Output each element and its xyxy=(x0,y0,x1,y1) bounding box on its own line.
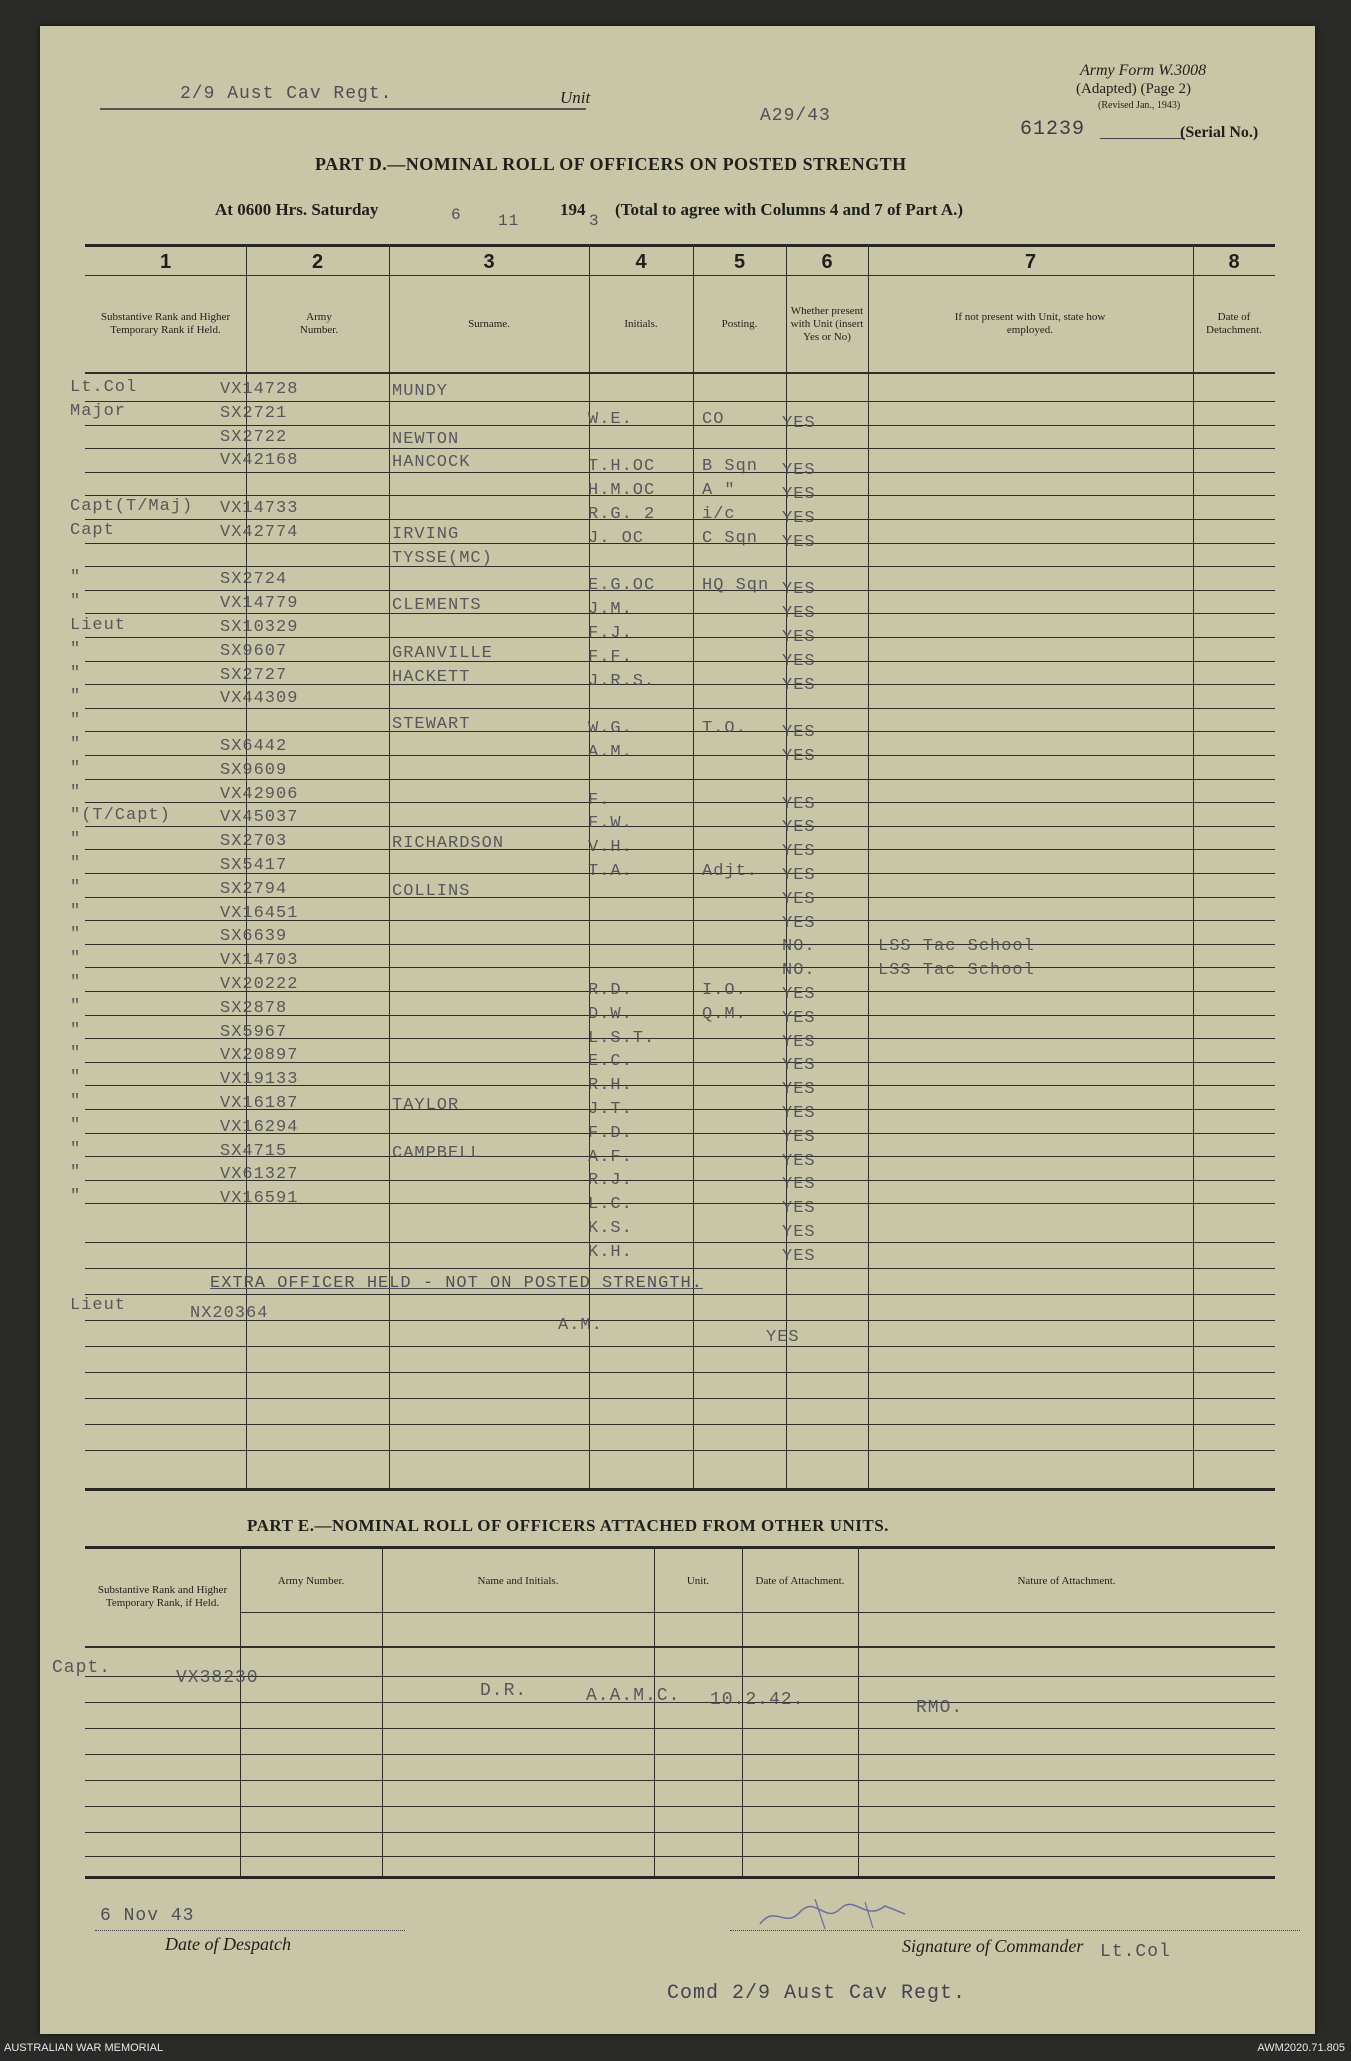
row-initials: A.F. xyxy=(588,1148,633,1167)
form-page xyxy=(40,26,1315,2034)
row-posting: i/c xyxy=(702,505,736,524)
e-number: VX38230 xyxy=(176,1668,259,1688)
row-present: YES xyxy=(782,1128,816,1147)
part-d-ruled-line xyxy=(85,1372,1275,1373)
row-number: SX5967 xyxy=(220,1023,288,1042)
row-initials: E.G.OC xyxy=(588,576,656,595)
e-date: 10.2.42. xyxy=(710,1690,805,1710)
part-e-top-rule xyxy=(85,1546,1275,1549)
row-posting: A " xyxy=(702,481,736,500)
part-d-ruled-line xyxy=(85,1450,1275,1451)
col-number-2: 2 xyxy=(311,251,324,273)
row-number: VX42168 xyxy=(220,451,299,470)
row-number: VX16294 xyxy=(220,1118,299,1137)
part-d-ruled-line xyxy=(85,613,1275,614)
row-initials: H.M.OC xyxy=(588,481,656,500)
part-e-ruled-line xyxy=(85,1806,1275,1807)
row-present: YES xyxy=(782,1033,816,1052)
serial-value: 61239 xyxy=(1020,118,1086,141)
part-d-ruled-line xyxy=(85,1294,1275,1295)
row-number: SX5417 xyxy=(220,856,288,875)
part-d-title: PART D.—NOMINAL ROLL OF OFFICERS ON POSTED STRENGTH xyxy=(315,154,907,174)
row-present: YES xyxy=(782,1223,816,1242)
row-number: VX61327 xyxy=(220,1165,299,1184)
row-number: SX10329 xyxy=(220,618,299,637)
row-number: SX2722 xyxy=(220,428,288,447)
row-rank: " xyxy=(70,711,82,730)
row-initials: K.H. xyxy=(588,1243,633,1262)
row-rank: " xyxy=(70,640,82,659)
part-d-ruled-line xyxy=(85,448,1275,449)
row-initials: E.C. xyxy=(588,1052,633,1071)
part-d-ruled-line xyxy=(85,1346,1275,1347)
row-present: YES xyxy=(782,1152,816,1171)
row-rank: Lt.Col xyxy=(70,378,138,397)
row-present: NO. xyxy=(782,961,816,980)
despatch-value: 6 Nov 43 xyxy=(100,1906,195,1926)
row-number: VX16591 xyxy=(220,1189,299,1208)
row-surname: TAYLOR xyxy=(392,1096,460,1115)
col-header-rank: Substantive Rank and Higher Temporary Rank if Held. xyxy=(100,311,231,336)
row-number: SX4715 xyxy=(220,1142,288,1161)
row-number: VX42906 xyxy=(220,785,299,804)
row-rank: " xyxy=(70,664,82,683)
row-rank: "(T/Capt) xyxy=(70,806,171,825)
part-d-ruled-line xyxy=(85,495,1275,496)
row-posting: T.O. xyxy=(702,719,747,738)
row-present: YES xyxy=(782,604,816,623)
row-present: YES xyxy=(782,985,816,1004)
part-d-ruled-line xyxy=(85,1398,1275,1399)
row-initials: L.C. xyxy=(588,1195,633,1214)
row-initials: F. xyxy=(588,791,611,810)
col-divider-7 xyxy=(1193,244,1194,1490)
row-rank: " xyxy=(70,997,82,1016)
row-rank: " xyxy=(70,1044,82,1063)
col-number-6: 6 xyxy=(821,251,833,273)
serial-label: (Serial No.) xyxy=(1180,124,1259,141)
row-posting: Q.M. xyxy=(702,1005,747,1024)
row-surname: IRVING xyxy=(392,525,460,544)
col-header-employed: If not present with Unit, state how employed. xyxy=(954,311,1106,336)
row-rank: " xyxy=(70,759,82,778)
row-rank: " xyxy=(70,687,82,706)
col-number-7: 7 xyxy=(1024,251,1037,273)
extra-initials: A.M. xyxy=(558,1316,603,1335)
row-present: YES xyxy=(782,414,816,433)
row-surname: COLLINS xyxy=(392,882,471,901)
unit-underline xyxy=(100,108,586,110)
row-rank: " xyxy=(70,1187,82,1206)
row-present: YES xyxy=(782,1009,816,1028)
row-initials: F.D. xyxy=(588,1124,633,1143)
row-initials: R.G. 2 xyxy=(588,505,656,524)
row-number: VX19133 xyxy=(220,1070,299,1089)
col-header-detachment: Date of Detachment. xyxy=(1206,311,1262,336)
part-e-ruled-line xyxy=(85,1780,1275,1781)
row-number: SX9609 xyxy=(220,761,288,780)
part-d-top-rule xyxy=(85,244,1275,247)
row-number: SX2794 xyxy=(220,880,288,899)
row-rank: Lieut xyxy=(70,616,127,635)
row-number: VX45037 xyxy=(220,808,299,827)
total-note: (Total to agree with Columns 4 and 7 of Part A.) xyxy=(615,200,964,219)
part-d-ruled-line xyxy=(85,1242,1275,1243)
credit-left: AUSTRALIAN WAR MEMORIAL xyxy=(4,2042,164,2054)
row-rank: " xyxy=(70,1021,82,1040)
col-number-1: 1 xyxy=(159,251,172,273)
row-surname: STEWART xyxy=(392,715,471,734)
row-present: YES xyxy=(782,652,816,671)
commander-signature xyxy=(755,1894,915,1934)
row-initials: F.J. xyxy=(588,624,633,643)
row-initials: T.H.OC xyxy=(588,457,656,476)
row-rank: " xyxy=(70,1163,82,1182)
row-number: VX14703 xyxy=(220,951,299,970)
signature-label: Signature of Commander xyxy=(902,1936,1084,1956)
credit-right: AWM2020.71.805 xyxy=(1257,2042,1345,2054)
row-rank: " xyxy=(70,830,82,849)
part-e-header-rule xyxy=(85,1646,1275,1648)
part-d-ruled-line xyxy=(85,1268,1275,1269)
part-e-bottom-rule xyxy=(85,1876,1275,1879)
row-present: YES xyxy=(782,818,816,837)
row-present: YES xyxy=(782,1175,816,1194)
row-rank: " xyxy=(70,949,82,968)
row-number: VX14728 xyxy=(220,380,299,399)
col-divider-6 xyxy=(868,244,869,1490)
extra-present: YES xyxy=(766,1328,800,1347)
part-e-ruled-line xyxy=(85,1676,1275,1677)
row-rank: Major xyxy=(70,402,127,421)
row-initials: A.M. xyxy=(588,743,633,762)
form-name: Army Form W.3008 xyxy=(1080,62,1207,79)
row-number: VX42774 xyxy=(220,523,299,542)
row-posting: CO xyxy=(702,410,725,429)
row-rank: " xyxy=(70,592,82,611)
row-present: YES xyxy=(782,890,816,909)
row-rank: " xyxy=(70,925,82,944)
date-year: 194 xyxy=(560,200,586,219)
part-d-bottom-rule xyxy=(85,1488,1275,1491)
row-number: VX16451 xyxy=(220,904,299,923)
row-number: SX2727 xyxy=(220,666,288,685)
row-present: YES xyxy=(782,1056,816,1075)
e-header-name: Name and Initials. xyxy=(477,1574,559,1587)
row-initials: J.T. xyxy=(588,1100,633,1119)
row-number: VX44309 xyxy=(220,689,299,708)
row-initials: F.W. xyxy=(588,814,633,833)
e-unit: A.A.M.C. xyxy=(586,1686,681,1706)
row-initials: W.G. xyxy=(588,719,633,738)
row-surname: CAMPBELL xyxy=(392,1144,482,1163)
part-d-ruled-line xyxy=(85,731,1275,732)
row-present: YES xyxy=(782,747,816,766)
row-employed: LSS Tac School xyxy=(878,937,1035,956)
col-number-5: 5 xyxy=(733,251,746,273)
part-e-ruled-line xyxy=(85,1856,1275,1857)
e-header-nature: Nature of Attachment. xyxy=(1017,1574,1116,1587)
row-surname: NEWTON xyxy=(392,430,460,449)
row-present: YES xyxy=(782,1199,816,1218)
row-rank: " xyxy=(70,878,82,897)
despatch-underline xyxy=(95,1930,405,1932)
row-rank: " xyxy=(70,973,82,992)
col-header-posting: Posting. xyxy=(721,317,758,330)
rank-suffix: Lt.Col xyxy=(1100,1942,1171,1962)
col-header-surname: Surname. xyxy=(468,317,510,330)
row-initials: W.E. xyxy=(588,410,633,429)
col-number-3: 3 xyxy=(483,251,495,273)
e-nature: RMO. xyxy=(916,1698,964,1718)
row-present: YES xyxy=(782,509,816,528)
row-rank: Capt(T/Maj) xyxy=(70,497,194,516)
e-header-unit: Unit. xyxy=(686,1574,710,1587)
row-initials: D.W. xyxy=(588,1005,633,1024)
row-posting: B Sqn xyxy=(702,457,759,476)
date-day: 6 xyxy=(451,206,462,224)
row-surname: MUNDY xyxy=(392,382,449,401)
part-e-ruled-line xyxy=(240,1612,1275,1613)
row-present: YES xyxy=(782,628,816,647)
row-present: YES xyxy=(782,676,816,695)
row-number: VX20222 xyxy=(220,975,299,994)
row-surname: TYSSE(MC) xyxy=(392,549,493,568)
row-initials: F.F. xyxy=(588,648,633,667)
part-d-ruled-line xyxy=(85,661,1275,662)
row-number: SX9607 xyxy=(220,642,288,661)
e-rank: Capt. xyxy=(52,1658,112,1678)
ref-number: A29/43 xyxy=(760,106,831,126)
row-present: YES xyxy=(782,723,816,742)
e-col-divider-1 xyxy=(240,1546,241,1876)
row-initials: J.M. xyxy=(588,600,633,619)
row-number: SX2878 xyxy=(220,999,288,1018)
row-posting: I.O. xyxy=(702,981,747,1000)
row-initials: J.R.S. xyxy=(588,672,656,691)
row-initials: J. OC xyxy=(588,529,645,548)
serial-underline xyxy=(1100,138,1185,139)
signature-underline xyxy=(730,1930,1300,1932)
extra-rank: Lieut xyxy=(70,1296,127,1315)
extra-number: NX20364 xyxy=(190,1304,269,1323)
date-year-fill: 3 xyxy=(589,212,600,230)
row-rank: " xyxy=(70,1068,82,1087)
row-number: SX2703 xyxy=(220,832,288,851)
row-number: SX2721 xyxy=(220,404,288,423)
row-rank: " xyxy=(70,902,82,921)
row-present: YES xyxy=(782,842,816,861)
row-rank: " xyxy=(70,1140,82,1159)
row-initials: R.D. xyxy=(588,981,633,1000)
column-number-rule xyxy=(85,275,1275,276)
col-number-4: 4 xyxy=(635,251,647,273)
extra-officer-heading: EXTRA OFFICER HELD - NOT ON POSTED STRENGTH. xyxy=(210,1274,703,1293)
part-e-ruled-line xyxy=(85,1754,1275,1755)
row-surname: CLEMENTS xyxy=(392,596,482,615)
comd-line: Comd 2/9 Aust Cav Regt. xyxy=(667,1982,967,2005)
part-d-ruled-line xyxy=(85,708,1275,709)
row-initials: L.S.T. xyxy=(588,1029,656,1048)
row-initials: R.H. xyxy=(588,1076,633,1095)
row-rank: Capt xyxy=(70,521,115,540)
col-divider-2 xyxy=(389,244,390,1490)
e-header-rank: Substantive Rank and Higher Temporary Rank, if Held. xyxy=(97,1584,228,1609)
row-present: YES xyxy=(782,461,816,480)
row-rank: " xyxy=(70,735,82,754)
part-d-ruled-line xyxy=(85,637,1275,638)
form-revised: (Revised Jan., 1943) xyxy=(1098,100,1181,111)
col-header-present: Whether present with Unit (insert Yes or No) xyxy=(790,304,864,343)
row-rank: " xyxy=(70,854,82,873)
row-posting: C Sqn xyxy=(702,529,759,548)
row-number: VX14779 xyxy=(220,594,299,613)
row-number: VX20897 xyxy=(220,1046,299,1065)
e-header-date: Date of Attachment. xyxy=(755,1574,845,1587)
row-posting: Adjt. xyxy=(702,862,759,881)
part-d-ruled-line xyxy=(85,472,1275,473)
row-rank: " xyxy=(70,568,82,587)
row-number: SX6442 xyxy=(220,737,288,756)
row-number: SX2724 xyxy=(220,570,288,589)
e-initials: D.R. xyxy=(480,1681,528,1701)
row-present: YES xyxy=(782,914,816,933)
part-d-ruled-line xyxy=(85,566,1275,567)
row-present: YES xyxy=(782,533,816,552)
row-present: YES xyxy=(782,795,816,814)
row-posting: HQ Sqn xyxy=(702,576,770,595)
row-present: YES xyxy=(782,1104,816,1123)
despatch-label: Date of Despatch xyxy=(165,1934,291,1954)
row-present: YES xyxy=(782,1080,816,1099)
row-present: YES xyxy=(782,580,816,599)
row-number: SX6639 xyxy=(220,927,288,946)
date-month: 11 xyxy=(498,212,520,230)
row-present: YES xyxy=(782,1247,816,1266)
row-rank: " xyxy=(70,1092,82,1111)
at-line-prefix: At 0600 Hrs. Saturday xyxy=(215,200,379,219)
row-rank: " xyxy=(70,1116,82,1135)
col-header-initials: Initials. xyxy=(624,317,658,330)
row-present: YES xyxy=(782,866,816,885)
row-surname: RICHARDSON xyxy=(392,834,505,853)
header-bottom-rule xyxy=(85,372,1275,374)
row-rank: " xyxy=(70,783,82,802)
part-d-ruled-line xyxy=(85,425,1275,426)
col-header-army-number: Army Number. xyxy=(299,311,339,336)
row-number: VX14733 xyxy=(220,499,299,518)
form-adapted: (Adapted) (Page 2) xyxy=(1076,81,1191,97)
part-e-ruled-line xyxy=(85,1728,1275,1729)
row-initials: R.J. xyxy=(588,1171,633,1190)
row-employed: LSS Tac School xyxy=(878,961,1035,980)
part-d-ruled-line xyxy=(85,1424,1275,1425)
e-header-army-number: Army Number. xyxy=(277,1574,345,1587)
row-present: YES xyxy=(782,485,816,504)
part-d-ruled-line xyxy=(85,590,1275,591)
part-d-ruled-line xyxy=(85,543,1275,544)
part-d-ruled-line xyxy=(85,519,1275,520)
col-number-8: 8 xyxy=(1228,251,1240,273)
part-d-ruled-line xyxy=(85,401,1275,402)
row-surname: GRANVILLE xyxy=(392,644,493,663)
row-initials: V.H. xyxy=(588,838,633,857)
row-surname: HACKETT xyxy=(392,668,471,687)
unit-value: 2/9 Aust Cav Regt. xyxy=(180,84,393,104)
col-divider-4 xyxy=(693,244,694,1490)
row-present: NO. xyxy=(782,937,816,956)
unit-label: Unit xyxy=(560,88,591,107)
row-initials: T.A. xyxy=(588,862,633,881)
row-number: VX16187 xyxy=(220,1094,299,1113)
row-initials: K.S. xyxy=(588,1219,633,1238)
row-surname: HANCOCK xyxy=(392,453,471,472)
part-e-title: PART E.—NOMINAL ROLL OF OFFICERS ATTACHED FROM OTHER UNITS. xyxy=(247,1516,889,1535)
part-e-ruled-line xyxy=(85,1832,1275,1833)
